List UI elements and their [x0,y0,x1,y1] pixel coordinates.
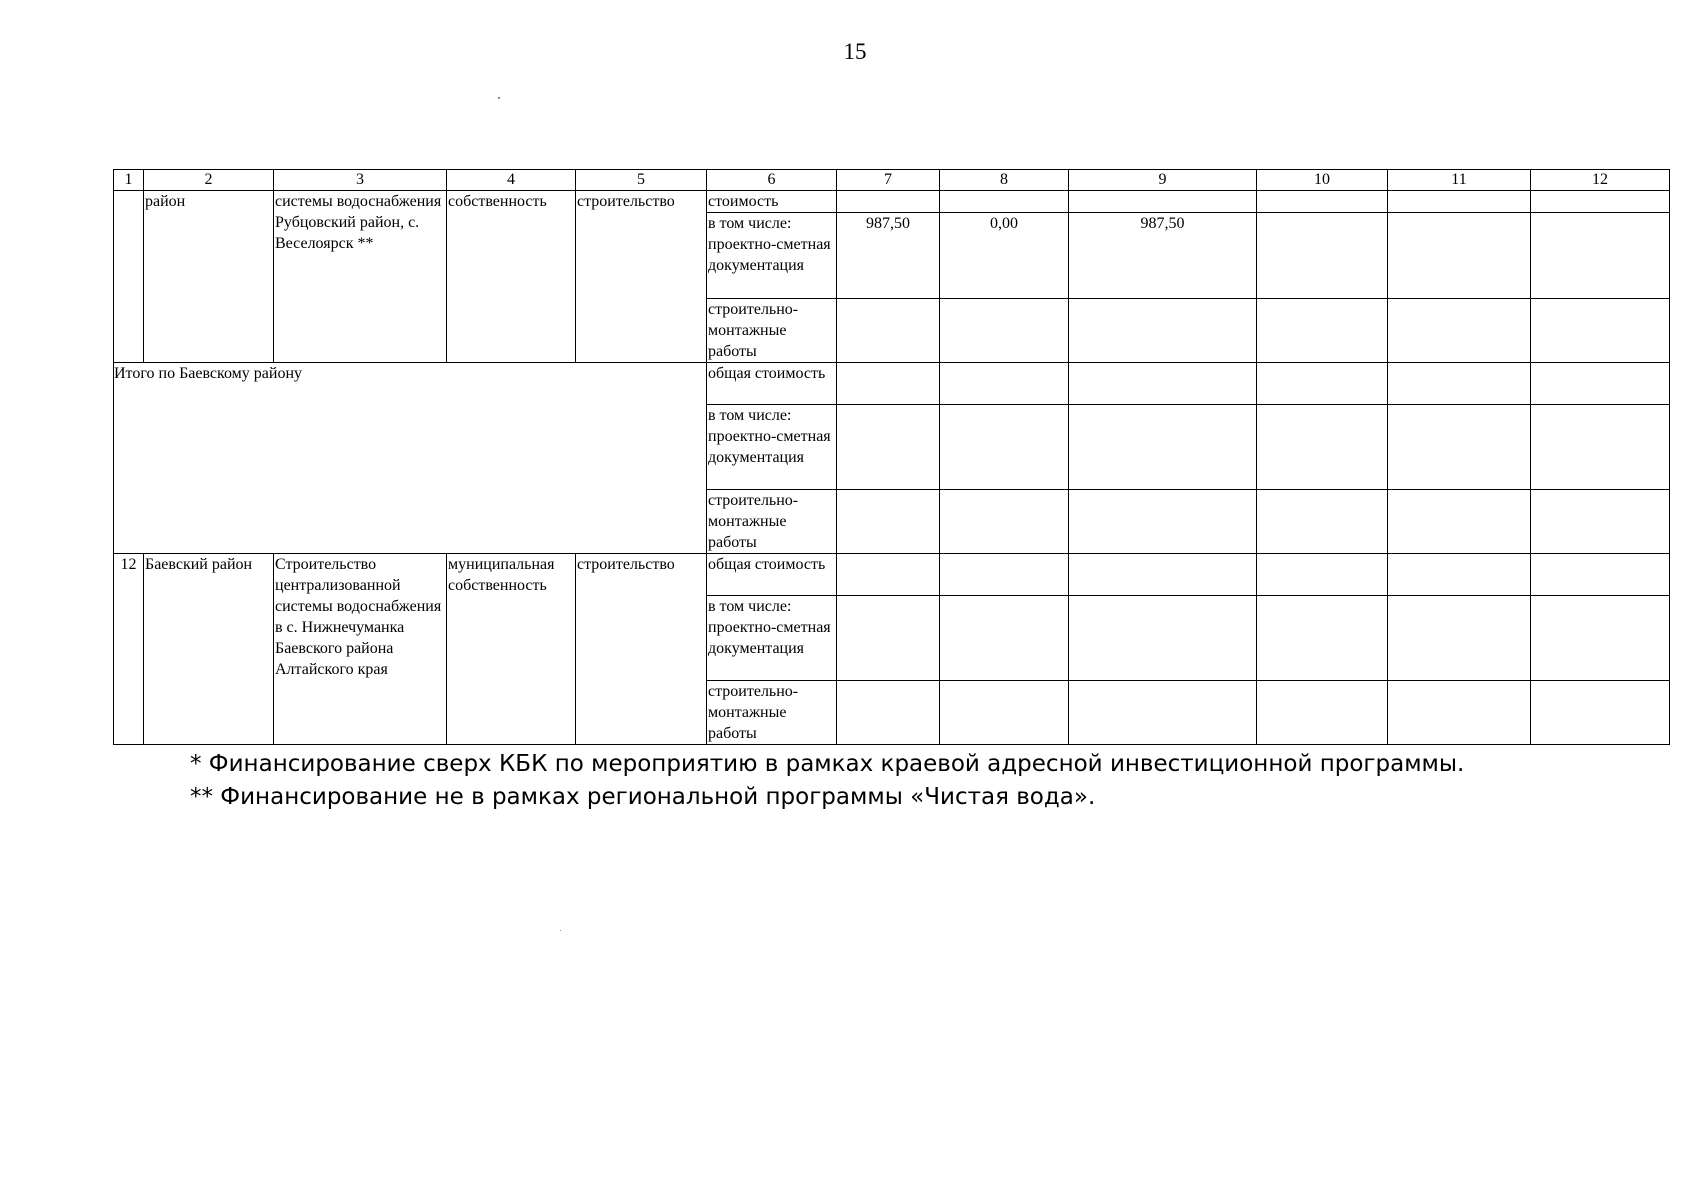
column-header: 6 [707,170,837,191]
table-header-row [114,170,1670,191]
cell-object: системы водоснабжения Рубцовский район, с. Веселоярск ** [274,191,447,363]
cell-cost-label: общая стоимость [707,554,837,596]
cell-value [1388,363,1531,405]
cell-value [940,490,1069,554]
cell-value [1069,554,1257,596]
column-header: 9 [1069,170,1257,191]
cell-value [1388,681,1531,745]
cell-value [837,405,940,490]
cell-value [1388,596,1531,681]
cell-value [1531,490,1670,554]
column-header: 10 [1257,170,1388,191]
table-row [114,191,1670,213]
cell-ownership: муниципальная собственность [447,554,576,745]
column-header: 3 [274,170,447,191]
cell-value [1531,596,1670,681]
cell-cost-label: стоимость [707,191,837,213]
cell-value [1069,490,1257,554]
cell-value [1257,596,1388,681]
cell-work-type: строительство [576,554,707,745]
cell-value [1257,363,1388,405]
cell-value: 987,50 [837,213,940,299]
cell-value [1257,191,1388,213]
cell-value [837,191,940,213]
footnote: ** Финансирование не в рамках региональной программы «Чистая вода». [190,784,1096,810]
cell-value [940,299,1069,363]
cell-number: 12 [114,554,144,745]
cell-value [1069,405,1257,490]
column-header: 7 [837,170,940,191]
cell-cost-label: в том числе: проектно-сметная документация [707,213,837,299]
cell-value [940,405,1069,490]
cell-value [1388,490,1531,554]
cell-value [1069,681,1257,745]
cell-value [1388,213,1531,299]
cell-ownership: собственность [447,191,576,363]
cell-cost-label: строительно-монтажные работы [707,681,837,745]
cell-value [1388,554,1531,596]
column-header: 4 [447,170,576,191]
scan-speck [560,930,561,931]
cell-value [1069,191,1257,213]
cell-value [940,681,1069,745]
column-header: 11 [1388,170,1531,191]
cell-work-type: строительство [576,191,707,363]
column-header: 1 [114,170,144,191]
cell-cost-label: общая стоимость [707,363,837,405]
cell-value [1388,405,1531,490]
cell-value [837,490,940,554]
cell-value [1257,681,1388,745]
table-row [114,554,1670,596]
cell-cost-label: строительно-монтажные работы [707,490,837,554]
cell-total-label: Итого по Баевскому району [114,363,707,554]
cell-district: район [144,191,274,363]
cell-value [837,596,940,681]
cell-number [114,191,144,363]
cell-value [1388,299,1531,363]
cell-value [1257,213,1388,299]
cell-cost-label: в том числе: проектно-сметная документация [707,405,837,490]
page-number: 15 [843,39,867,64]
scan-speck [498,97,500,99]
cell-value [1531,554,1670,596]
footnotes [190,748,1464,814]
cell-value [940,596,1069,681]
column-header: 12 [1531,170,1670,191]
column-header: 8 [940,170,1069,191]
cell-value [940,363,1069,405]
cell-value [940,554,1069,596]
footnote: * Финансирование сверх КБК по мероприятию в рамках краевой адресной инвестиционной программы. [190,751,1465,777]
cell-value [837,554,940,596]
column-header: 2 [144,170,274,191]
financing-table [113,169,1670,745]
table-row [114,363,1670,405]
cell-value [1531,191,1670,213]
cell-value [1531,213,1670,299]
cell-value [1069,363,1257,405]
cell-value [1531,363,1670,405]
cell-value: 0,00 [940,213,1069,299]
cell-value [1257,554,1388,596]
column-header: 5 [576,170,707,191]
cell-value: 987,50 [1069,213,1257,299]
cell-value [1531,299,1670,363]
cell-value [940,191,1069,213]
cell-cost-label: строительно-монтажные работы [707,299,837,363]
cell-district: Баевский район [144,554,274,745]
cell-value [1531,405,1670,490]
cell-value [1257,490,1388,554]
cell-value [837,299,940,363]
cell-value [1257,405,1388,490]
cell-value [837,363,940,405]
cell-value [1069,596,1257,681]
cell-value [1257,299,1388,363]
cell-value [1388,191,1531,213]
cell-value [1069,299,1257,363]
cell-value [837,681,940,745]
cell-cost-label: в том числе: проектно-сметная документация [707,596,837,681]
cell-value [1531,681,1670,745]
cell-object: Строительство централизованной системы водоснабжения в с. Нижнечуманка Баевского района Алтайского края [274,554,447,745]
